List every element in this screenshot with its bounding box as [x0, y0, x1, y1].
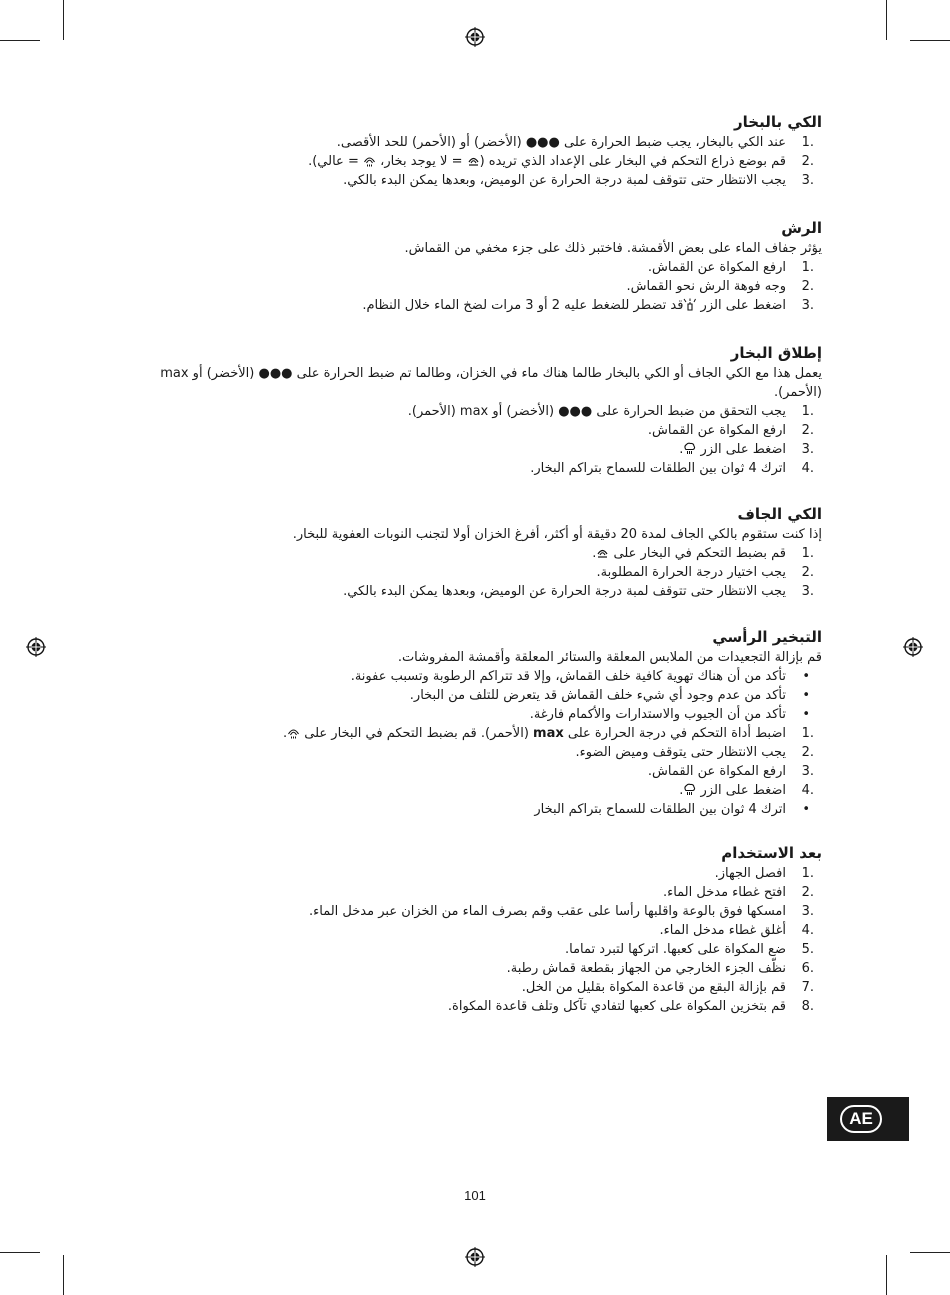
item-bullet: • — [802, 688, 810, 703]
list-item — [115, 667, 822, 686]
item-text: اضبط أداة التحكم في درجة الحرارة على max (الأحمر). قم بضبط التحكم في البخار على . — [282, 726, 786, 741]
item-number: 2. — [801, 279, 814, 294]
item-number: 1. — [801, 726, 814, 741]
item-number: 3. — [801, 442, 814, 457]
item-text: قم بوضع ذراع التحكم في البخار على الإعداد الذي تريده ( = لا يوجد بخار، = عالي). — [308, 154, 786, 169]
item-text: عند الكي بالبخار، يجب ضبط الحرارة على ●●● (الأخضر) أو (الأحمر) للحد الأقصى. — [336, 135, 786, 150]
item-number: 2. — [801, 154, 814, 169]
section-heading: الكي الجاف — [737, 505, 822, 523]
list-item — [115, 883, 822, 902]
list-item — [115, 133, 822, 152]
instruction-list — [115, 258, 822, 315]
item-number: 8. — [801, 999, 814, 1014]
item-number: 2. — [801, 885, 814, 900]
list-item — [115, 724, 822, 743]
item-text: افتح غطاء مدخل الماء. — [662, 885, 786, 900]
item-text: يجب اختيار درجة الحرارة المطلوبة. — [596, 565, 786, 580]
item-number: 7. — [801, 980, 814, 995]
list-item — [115, 743, 822, 762]
high-steam-icon — [363, 154, 376, 167]
item-text: قم بضبط التحكم في البخار على . — [592, 546, 786, 561]
section-steam-ironing — [115, 112, 822, 190]
list-item — [115, 152, 822, 171]
item-text: يجب الانتظار حتى يتوقف وميض الضوء. — [575, 745, 786, 760]
item-text: نظّف الجزء الخارجي من الجهاز بقطعة قماش رطبة. — [506, 961, 786, 976]
list-item — [115, 921, 822, 940]
list-item — [115, 864, 822, 883]
section-intro: يؤثر جفاف الماء على بعض الأقمشة. فاختبر ذلك على جزء مخفي من القماش. — [404, 241, 822, 256]
item-number: 3. — [801, 584, 814, 599]
item-text: أغلق غطاء مدخل الماء. — [659, 923, 786, 938]
item-number: 2. — [801, 745, 814, 760]
list-item — [115, 258, 822, 277]
registration-mark-icon — [465, 1247, 485, 1267]
list-item — [115, 959, 822, 978]
item-text: ارفع المكواة عن القماش. — [647, 423, 786, 438]
language-badge — [827, 1097, 909, 1141]
instruction-list — [115, 864, 822, 1016]
list-item — [115, 781, 822, 800]
item-text: اترك 4 ثوان بين الطلقات للسماح بتراكم البخار — [534, 802, 786, 817]
item-text: اضغط على الزر . — [679, 783, 786, 798]
item-text: يجب التحقق من ضبط الحرارة على ●●● (الأخضر) أو max (الأحمر). — [407, 404, 786, 419]
item-bullet: • — [802, 707, 810, 722]
item-number: 2. — [801, 565, 814, 580]
crop-mark — [63, 0, 64, 40]
section-heading: الكي بالبخار — [734, 113, 822, 131]
item-number: 5. — [801, 942, 814, 957]
item-number: 3. — [801, 764, 814, 779]
list-item — [115, 421, 822, 440]
item-number: 4. — [801, 783, 814, 798]
list-item — [115, 277, 822, 296]
list-item — [115, 544, 822, 563]
section-spray — [115, 218, 822, 315]
list-item — [115, 762, 822, 781]
item-number: 4. — [801, 461, 814, 476]
list-item — [115, 940, 822, 959]
registration-mark-icon — [903, 637, 923, 657]
section-vertical-steam — [115, 627, 822, 819]
list-item — [115, 705, 822, 724]
item-number: 3. — [801, 904, 814, 919]
item-text: وجه فوهة الرش نحو القماش. — [626, 279, 786, 294]
list-item — [115, 563, 822, 582]
item-text: اضغط على الزر . — [679, 442, 786, 457]
item-text: افصل الجهاز. — [714, 866, 786, 881]
section-heading: الرش — [781, 219, 822, 237]
section-steam-burst — [115, 343, 822, 478]
list-item — [115, 402, 822, 421]
item-text: قم بتخزين المكواة على كعبها لتفادي تآكل وتلف قاعدة المكواة. — [447, 999, 786, 1014]
item-text: يجب الانتظار حتى تتوقف لمبة درجة الحرارة عن الوميض، وبعدها يمكن البدء بالكي. — [343, 173, 786, 188]
item-text: اترك 4 ثوان بين الطلقات للسماح بتراكم البخار. — [530, 461, 786, 476]
crop-mark — [910, 40, 950, 41]
crop-mark — [886, 1255, 887, 1295]
list-item — [115, 800, 822, 819]
no-steam-icon — [596, 546, 609, 559]
list-item — [115, 997, 822, 1016]
item-bullet: • — [802, 669, 810, 684]
item-number: 3. — [801, 173, 814, 188]
instruction-list — [115, 667, 822, 819]
instruction-list — [115, 544, 822, 601]
list-item — [115, 686, 822, 705]
list-item — [115, 440, 822, 459]
item-text: تأكد من أن الجيوب والاستدارات والأكمام فارغة. — [529, 707, 786, 722]
item-text: ارفع المكواة عن القماش. — [647, 764, 786, 779]
item-number: 1. — [801, 866, 814, 881]
item-text: يجب الانتظار حتى تتوقف لمبة درجة الحرارة عن الوميض، وبعدها يمكن البدء بالكي. — [343, 584, 786, 599]
list-item — [115, 296, 822, 315]
crop-mark — [0, 1252, 40, 1253]
item-number: 6. — [801, 961, 814, 976]
crop-mark — [886, 0, 887, 40]
no-steam-icon — [467, 154, 480, 167]
item-number: 3. — [801, 298, 814, 313]
page-number: 101 — [464, 1188, 486, 1203]
list-item — [115, 171, 822, 190]
section-heading: إطلاق البخار — [730, 344, 822, 362]
item-number: 4. — [801, 923, 814, 938]
item-text: تأكد من أن هناك تهوية كافية خلف القماش، وإلا قد تتراكم الرطوبة وتسبب عفونة. — [350, 669, 786, 684]
section-intro: إذا كنت ستقوم بالكي الجاف لمدة 20 دقيقة أو أكثر، أفرغ الخزان أولا لتجنب النوبات العفوية للبخار. — [292, 527, 822, 542]
section-heading: التبخير الرأسي — [712, 628, 822, 646]
list-item — [115, 978, 822, 997]
steam-burst-icon — [683, 442, 696, 455]
item-text: ضع المكواة على كعبها. اتركها لتبرد تماما. — [565, 942, 786, 957]
item-text: امسكها فوق بالوعة واقلبها رأسا على عقب وقم بصرف الماء من الخزان عبر مدخل الماء. — [309, 904, 786, 919]
instruction-list — [115, 402, 822, 478]
item-number: 1. — [801, 546, 814, 561]
steam-burst-icon — [683, 783, 696, 796]
section-intro: يعمل هذا مع الكي الجاف أو الكي بالبخار طالما هناك ماء في الخزان، وطالما تم ضبط الحرارة على ●●● (الأخضر) أو max (الأحمر). — [160, 366, 822, 400]
crop-mark — [0, 40, 40, 41]
item-text: تأكد من عدم وجود أي شيء خلف القماش قد يتعرض للتلف من البخار. — [409, 688, 786, 703]
document-body — [115, 112, 822, 1016]
item-number: 1. — [801, 135, 814, 150]
crop-mark — [910, 1252, 950, 1253]
section-dry-ironing — [115, 504, 822, 601]
section-heading: بعد الاستخدام — [721, 844, 822, 862]
section-intro: قم بإزالة التجعيدات من الملابس المعلقة والستائر المعلقة وأقمشة المفروشات. — [397, 650, 822, 665]
item-number: 1. — [801, 260, 814, 275]
list-item — [115, 582, 822, 601]
registration-mark-icon — [465, 27, 485, 47]
item-number: 1. — [801, 404, 814, 419]
high-steam-icon — [287, 726, 300, 739]
spray-icon — [683, 298, 696, 311]
item-text: قم بإزالة البقع من قاعدة المكواة بقليل من الخل. — [521, 980, 786, 995]
item-text: اضغط على الزر قد تضطر للضغط عليه 2 أو 3 مرات لضخ الماء خلال النظام. — [362, 298, 786, 313]
crop-mark — [63, 1255, 64, 1295]
language-code: AE — [840, 1105, 882, 1133]
list-item — [115, 902, 822, 921]
registration-mark-icon — [26, 637, 46, 657]
list-item — [115, 459, 822, 478]
item-bullet: • — [802, 802, 810, 817]
instruction-list — [115, 133, 822, 190]
item-text: ارفع المكواة عن القماش. — [647, 260, 786, 275]
item-number: 2. — [801, 423, 814, 438]
section-after-use — [115, 843, 822, 1016]
